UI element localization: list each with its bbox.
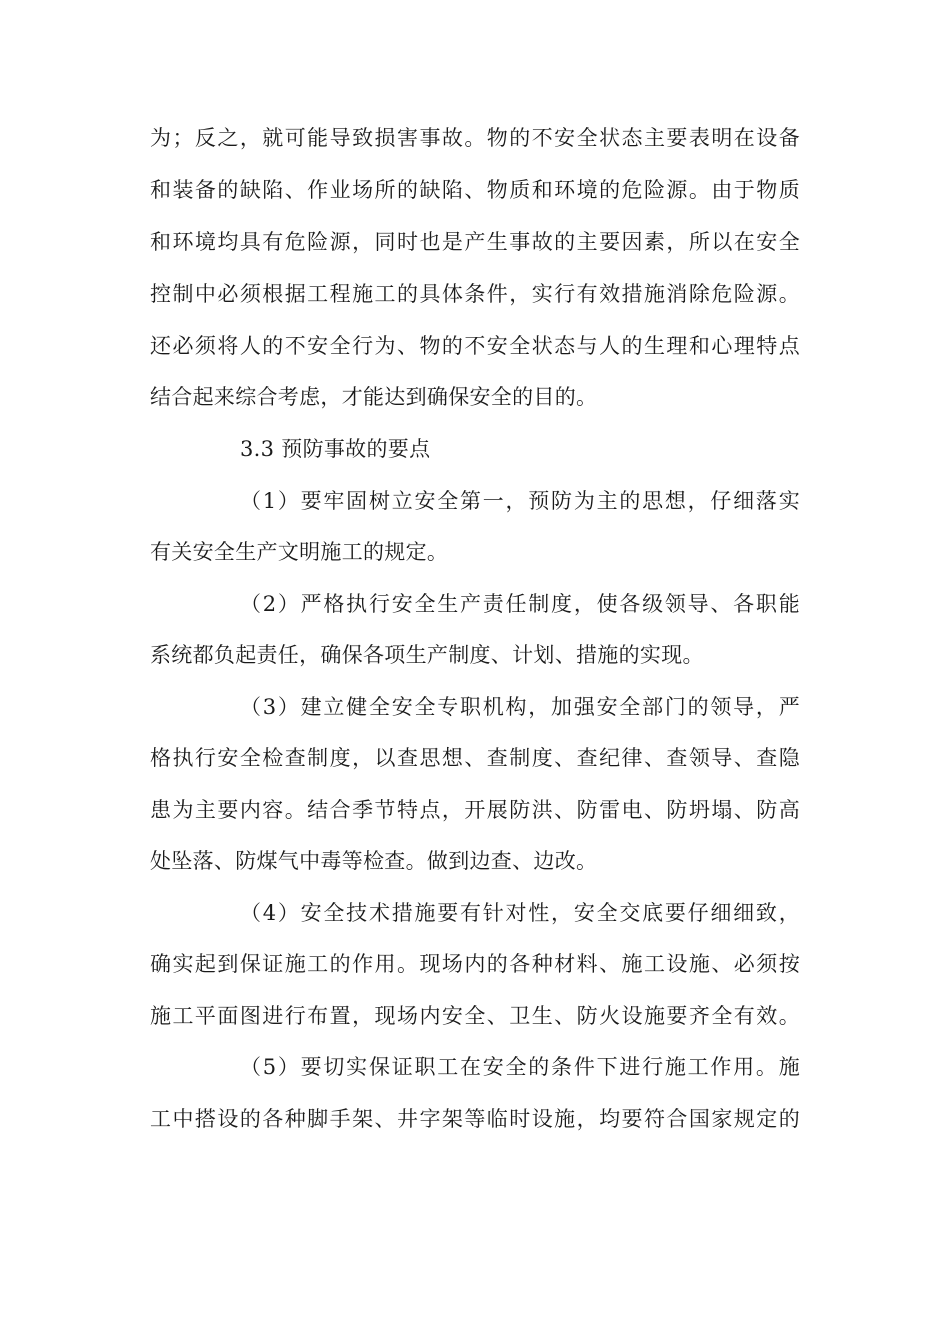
list-item-line: 确实起到保证施工的作用。现场内的各种材料、施工设施、必须按 [150,952,800,976]
list-item-line: 处坠落、防煤气中毒等检查。做到边查、边改。 [150,849,598,873]
paragraph-line: 为；反之，就可能导致损害事故。物的不安全状态主要表明在设备 [150,126,800,150]
list-item-line: （3）建立健全安全专职机构，加强安全部门的领导，严 [240,695,800,719]
list-item-line: 有关安全生产文明施工的规定。 [150,540,449,564]
list-item-line: （4）安全技术措施要有针对性，安全交底要仔细细致， [240,901,800,925]
paragraph-line: 和装备的缺陷、作业场所的缺陷、物质和环境的危险源。由于物质 [150,178,800,202]
list-item-line: （5）要切实保证职工在安全的条件下进行施工作用。施 [240,1055,800,1079]
list-item-line: 患为主要内容。结合季节特点，开展防洪、防雷电、防坍塌、防高 [150,798,800,822]
list-item-line: 施工平面图进行布置，现场内安全、卫生、防火设施要齐全有效。 [150,1004,800,1028]
list-item-line: （2）严格执行安全生产责任制度，使各级领导、各职能 [240,592,800,616]
paragraph-line: 和环境均具有危险源，同时也是产生事故的主要因素，所以在安全 [150,230,800,254]
paragraph-line: 还必须将人的不安全行为、物的不安全状态与人的生理和心理特点 [150,334,800,358]
list-item-line: 工中搭设的各种脚手架、井字架等临时设施，均要符合国家规定的 [150,1107,800,1131]
paragraph-line: 控制中必须根据工程施工的具体条件，实行有效措施消除危险源。 [150,282,800,306]
list-item-line: 系统都负起责任，确保各项生产制度、计划、措施的实现。 [150,643,704,667]
section-heading: 3.3 预防事故的要点 [240,437,431,461]
list-item-line: （1）要牢固树立安全第一，预防为主的思想，仔细落实 [240,489,800,513]
paragraph-line: 结合起来综合考虑，才能达到确保安全的目的。 [150,385,598,409]
list-item-line: 格执行安全检查制度，以查思想、查制度、查纪律、查领导、查隐 [150,746,800,770]
